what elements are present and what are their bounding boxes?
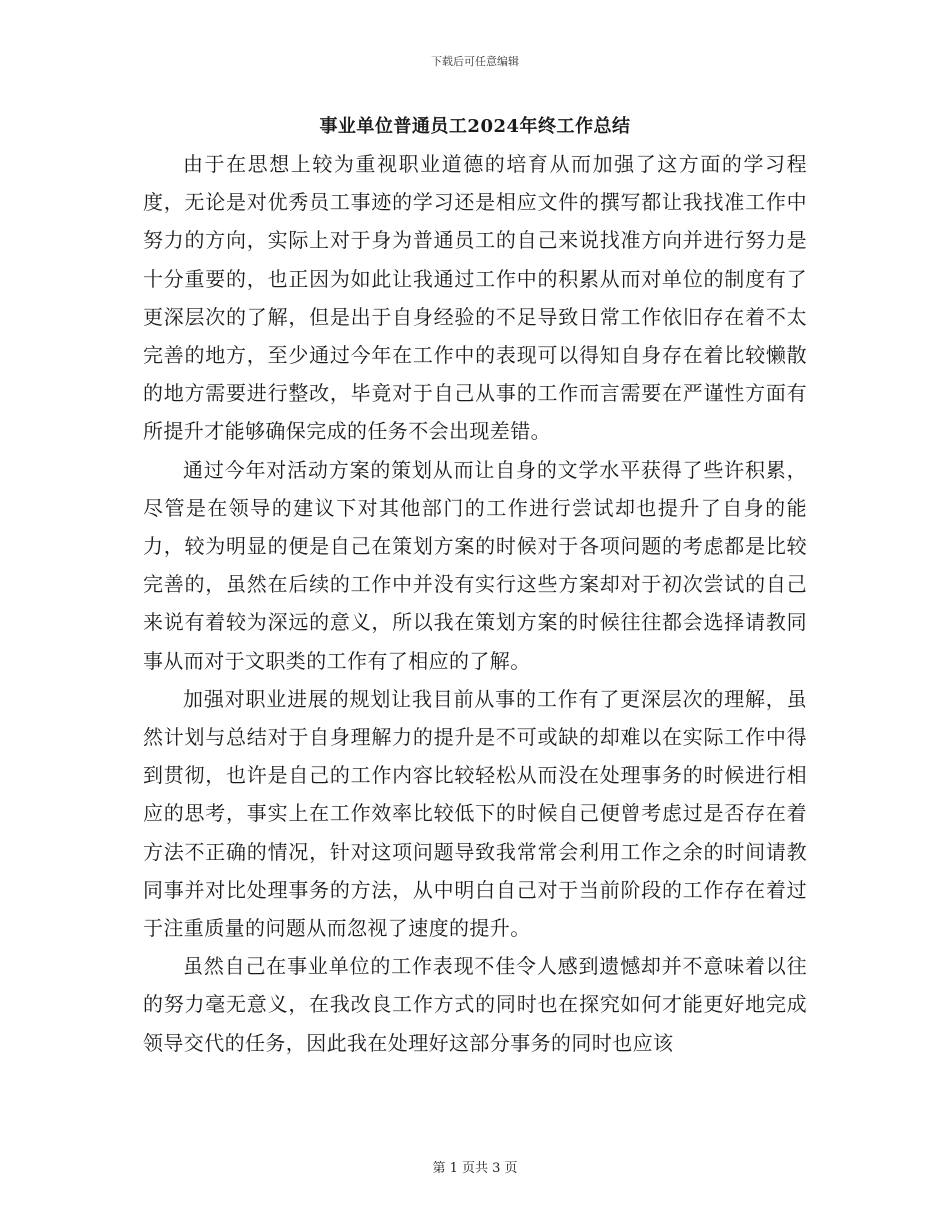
document-title: 事业单位普通员工2024年终工作总结 <box>319 116 631 137</box>
paragraph-1: 由于在思想上较为重视职业道德的培育从而加强了这方面的学习程度，无论是对优秀员工事迹的学习还是相应文件的撰写都让我找准工作中努力的方向，实际上对于身为普通员工的自己来说找准方向并进行努力是十分重要的，也正因为如此让我通过工作中的积累从而对单位的制度有了更深层次的了解，但是出于自身经验的不足导致日常工作依旧存在着不太完善的地方，至少通过今年在工作中的表现可以得知自身存在着比较懒散的地方需要进行整改，毕竟对于自己从事的工作而言需要在严谨性方面有所提升才能够确保完成的任务不会出现差错。 <box>143 152 807 444</box>
paragraph-2: 通过今年对活动方案的策划从而让自身的文学水平获得了些许积累，尽管是在领导的建议下对其他部门的工作进行尝试却也提升了自身的能力，较为明显的便是自己在策划方案的时候对于各项问题的考虑都是比较完善的，虽然在后续的工作中并没有实行这些方案却对于初次尝试的自己来说有着较为深远的意义，所以我在策划方案的时候往往都会选择请教同事从而对于文职类的工作有了相应的了解。 <box>143 457 807 673</box>
paragraph-3: 加强对职业进展的规划让我目前从事的工作有了更深层次的理解，虽然计划与总结对于自身理解力的提升是不可或缺的却难以在实际工作中得到贯彻，也许是自己的工作内容比较轻松从而没在处理事务的时候进行相应的思考，事实上在工作效率比较低下的时候自己便曾考虑过是否存在着方法不正确的情况，针对这项问题导致我常常会利用工作之余的时间请教同事并对比处理事务的方法，从中明白自己对于当前阶段的工作存在着过于注重质量的问题从而忽视了速度的提升。 <box>143 686 807 941</box>
paragraph-4: 虽然自己在事业单位的工作表现不佳令人感到遗憾却并不意味着以往的努力毫无意义，在我改良工作方式的同时也在探究如何才能更好地完成领导交代的任务，因此我在处理好这部分事务的同时也应该 <box>143 954 807 1055</box>
page-number: 第 1 页共 3 页 <box>432 1161 518 1176</box>
document-body <box>143 145 807 1062</box>
header-note: 下载后可任意编辑 <box>431 55 519 68</box>
